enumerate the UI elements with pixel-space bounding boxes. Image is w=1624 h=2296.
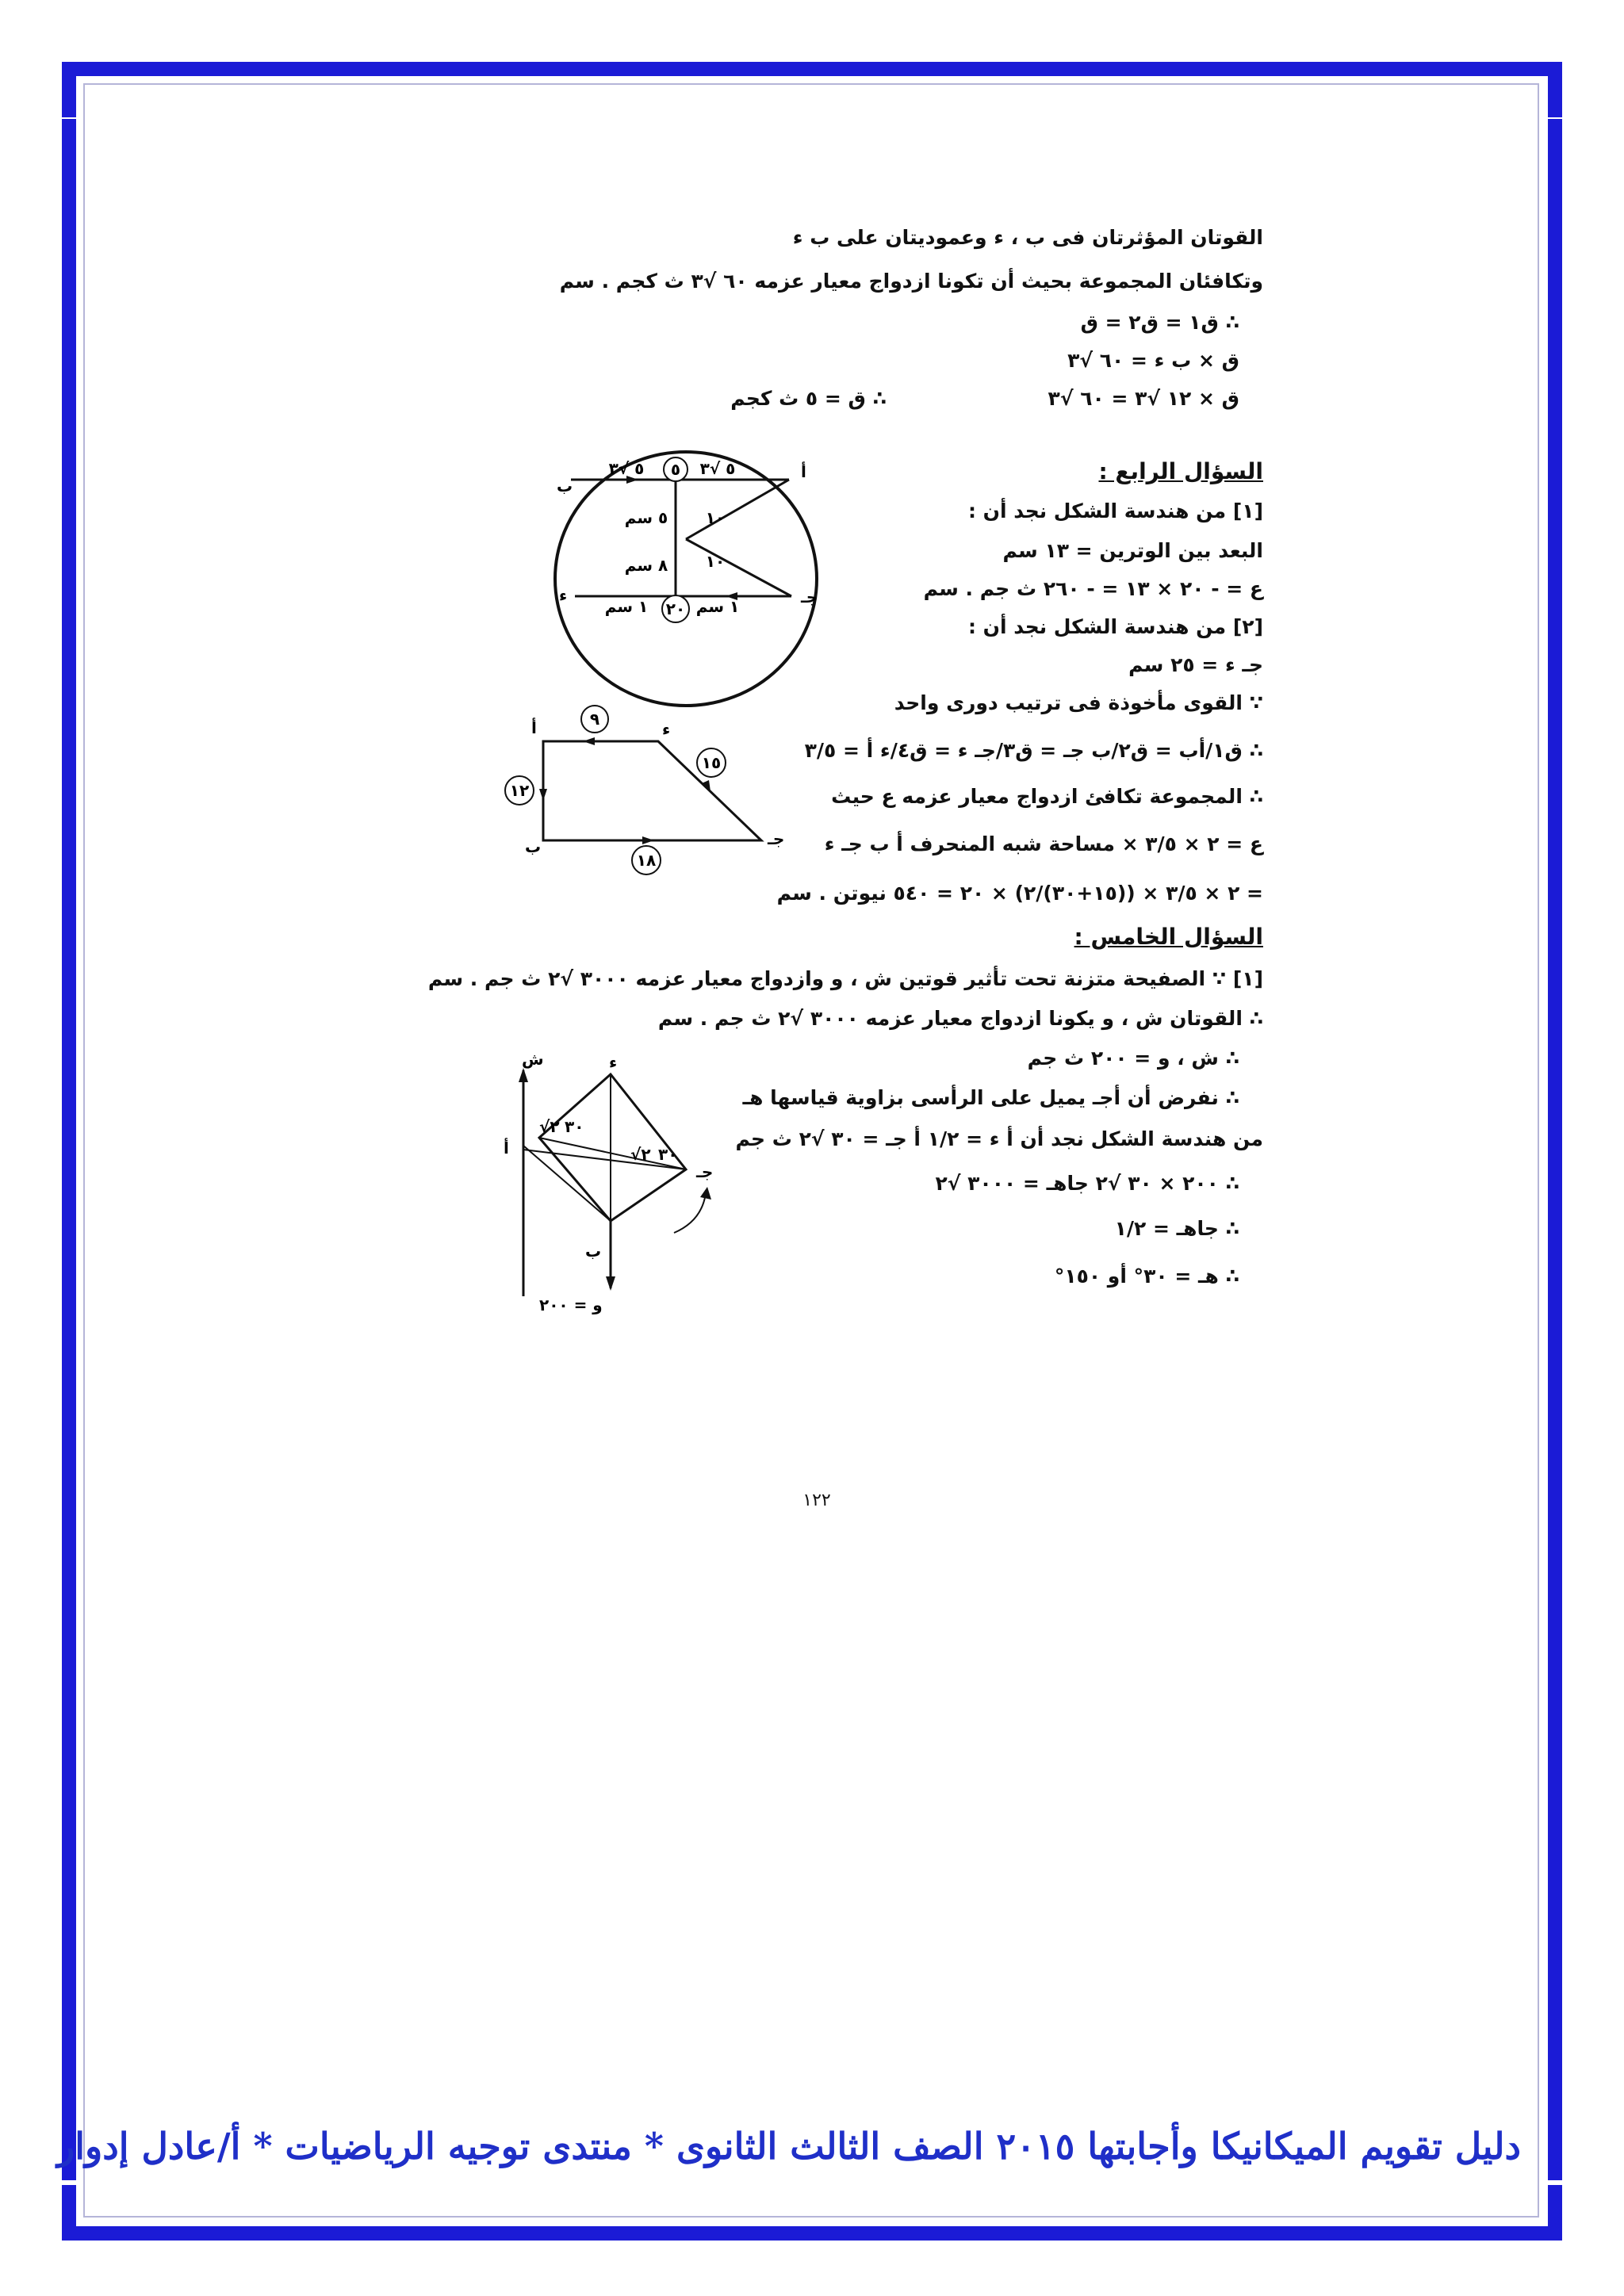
trapezoid-diagram (484, 702, 801, 884)
distance-label: ٨ سم (624, 556, 668, 575)
arrow-icon (583, 737, 595, 745)
force-label: ٥ (670, 460, 681, 479)
arrow-icon (519, 1068, 528, 1082)
segment-label: ٥ √٣ (699, 459, 736, 478)
solution-line: ∴ ش ، و = ٢٠٠ ث جم (1027, 1047, 1239, 1070)
vertex-label: أ (531, 718, 537, 737)
arrow-icon (606, 1276, 615, 1291)
distance-label: ٥ سم (624, 508, 668, 527)
solution-line: ∴ جاهـ = ١/٢ (1114, 1217, 1239, 1240)
vertex-label: أ (801, 462, 806, 481)
vertex-label: جـ (768, 829, 785, 848)
frame-left-bar (62, 119, 76, 2180)
solution-line: ع = ٢ × ٣/٥ × مساحة شبه المنحرف أ ب جـ ء (824, 832, 1263, 855)
rotation-arc (674, 1193, 706, 1233)
force-label: ١٥ (701, 753, 722, 772)
solution-line: = ٢ × ٣/٥ × ((١٥+٣٠)/٢) × ٢٠ = ٥٤٠ نيوتن . سم (776, 882, 1263, 905)
measure-label: ٣٠ (565, 1117, 584, 1136)
segment-label: ١ سم (695, 597, 740, 616)
vertex-label: أ (504, 1138, 509, 1158)
solution-line: ∴ نفرض أن أجـ يميل على الرأسى بزاوية قياسها هـ (742, 1086, 1239, 1109)
side-label: ١٠ (705, 552, 726, 571)
radius-lower (686, 539, 791, 596)
arrow-icon (539, 789, 547, 801)
force-label: ٩ (589, 710, 600, 729)
intro-line: ق × ١٢ √٣ = ٦٠ √٣ (1048, 387, 1239, 410)
footer-banner: دليل تقويم الميكانيكا وأجابتها ٢٠١٥ الصف الثالث الثانوى * منتدى توجيه الرياضيات * أ/عادل إدوار (57, 2125, 1521, 2168)
solution-line: جـ ء = ٢٥ سم (1128, 653, 1263, 676)
trapezoid-outline (543, 741, 761, 840)
distance-line (523, 1146, 611, 1221)
solution-line: ∵ القوى مأخوذة فى ترتيب دورى واحد (894, 691, 1263, 714)
vertex-label: ء (662, 720, 671, 739)
solution-line: ∴ هـ = ٣٠° أو ١٥٠° (1054, 1265, 1239, 1288)
vertex-label: ء (609, 1053, 618, 1072)
vertex-label: جـ (696, 1162, 714, 1181)
circle-outline (555, 452, 817, 706)
solution-line: [٢] من هندسة الشكل نجد أن : (967, 615, 1263, 638)
vertex-label: ب (585, 1242, 602, 1261)
side-label: ١٠ (705, 508, 726, 527)
page-number: ١٢٢ (802, 1490, 831, 1510)
segment-label: ٥ √٣ (608, 459, 645, 478)
vertex-label: ء (559, 586, 568, 605)
segment-label: ١ سم (604, 597, 649, 616)
solution-line: ∴ ٢٠٠ × ٣٠ √٢ جاهـ = ٣٠٠٠ √٢ (935, 1172, 1239, 1195)
intro-line: ∴ ق١ = ق٢ = ق (1080, 311, 1239, 334)
force-label: ش (522, 1050, 544, 1069)
intro-line: القوتان المؤثرتان فى ب ، ء وعموديتان على ب ء (792, 226, 1263, 249)
measure-label: ٣٠ (658, 1145, 678, 1164)
solution-line: من هندسة الشكل نجد أن أ ء = ١/٢ أ جـ = ٣٠ √٢ ث جم (735, 1127, 1263, 1150)
arrow-icon (700, 1187, 711, 1200)
intro-line: ق × ب ء = ٦٠ √٣ (1067, 349, 1239, 372)
force-label: ٢٠ (665, 599, 686, 618)
solution-line: ∴ القوتان ش ، و يكونا ازدواج معيار عزمه ٣٠٠٠ √٢ ث جم . سم (657, 1007, 1263, 1030)
solution-line: ∴ ق١/أب = ق٢/ب جـ = ق٣/جـ ء = ق٤/ء أ = ٣/٥ (804, 739, 1263, 762)
circle-chords-diagram (508, 444, 872, 714)
force-label: و = ٢٠٠ (539, 1295, 603, 1314)
measure-label: √٢ (539, 1117, 560, 1136)
square-plate-diagram (492, 1050, 753, 1312)
section-heading: السؤال الرابع : (1098, 458, 1263, 484)
vertex-label: ب (525, 837, 542, 856)
solution-line: ع = - ٢٠ × ١٣ = - ٢٦٠ ث جم . سم (923, 577, 1263, 600)
frame-right-bar (1548, 119, 1562, 2180)
solution-line: [١] من هندسة الشكل نجد أن : (967, 499, 1263, 522)
frame-top-bar (115, 62, 1511, 76)
radius-upper (686, 480, 789, 539)
vertex-label: ب (557, 476, 573, 496)
frame-bottom-bar (115, 2226, 1511, 2241)
intro-line: وتكافئان المجموعة بحيث أن تكونا ازدواج معيار عزمه ٦٠ √٣ ث كجم . سم (559, 270, 1263, 293)
force-label: ١٢ (509, 781, 530, 800)
solution-line: [١] ∵ الصفيحة متزنة تحت تأثير قوتين ش ، و وازدواج معيار عزمه ٣٠٠٠ √٢ ث جم . سم (427, 967, 1263, 990)
measure-label: √٢ (630, 1145, 651, 1164)
solution-line: البعد بين الوترين = ١٣ سم (1002, 539, 1263, 562)
vertex-label: جـ (801, 587, 818, 607)
arrow-icon (642, 836, 654, 844)
solution-line: ∴ المجموعة تكافئ ازدواج معيار عزمه ع حيث (831, 785, 1263, 808)
intro-line: ∴ ق = ٥ ث كجم (730, 387, 887, 410)
force-label: ١٨ (636, 851, 657, 870)
section-heading: السؤال الخامس : (1074, 924, 1263, 950)
